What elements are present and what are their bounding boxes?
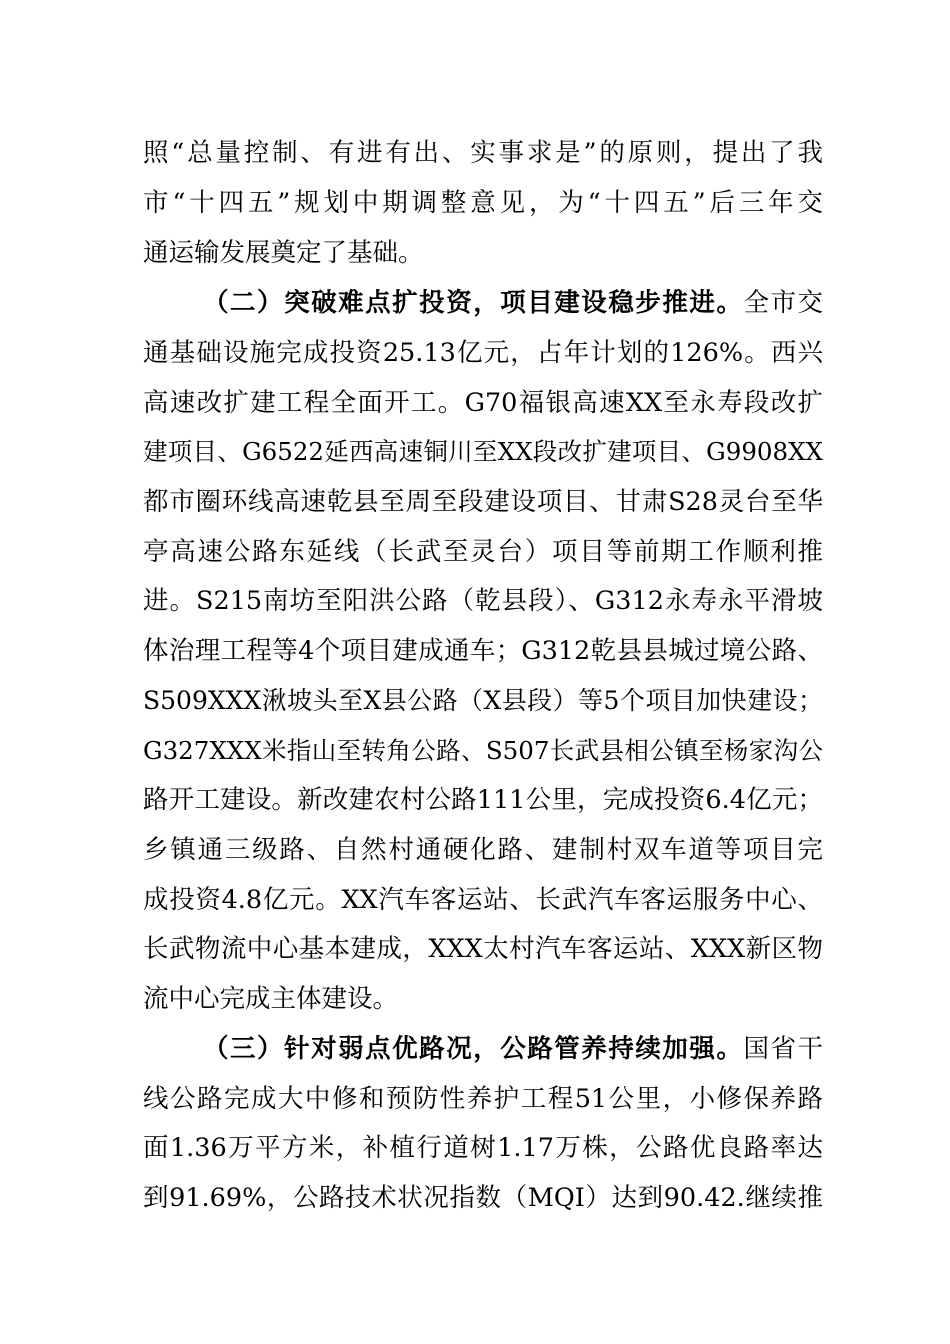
- paragraph-line: 路开工建设。新改建农村公路111公里，完成投资6.4亿元；: [143, 785, 823, 815]
- paragraph-line: 都市圈环线高速乾县至周至段建设项目、甘肃S28灵台至华: [143, 487, 823, 517]
- paragraph-line: 照“总量控制、有进有出、实事求是”的原则，提出了我: [143, 138, 823, 168]
- paragraph-first-line: [203, 1029, 823, 1069]
- paragraph-line: S509XXX湫坡头至X县公路（X县段）等5个项目加快建设；: [143, 686, 823, 715]
- paragraph-line: 面1.36万平方米，补植行道树1.17万株，公路优良路率达: [143, 1133, 823, 1163]
- paragraph-line: 成投资4.8亿元。XX汽车客运站、长武汽车客运服务中心、: [143, 885, 823, 915]
- paragraph-line: 到91.69%，公路技术状况指数（MQI）达到90.42.继续推: [143, 1183, 823, 1213]
- paragraph-line: 通运输发展奠定了基础。: [143, 238, 424, 268]
- paragraph-line: 通基础设施完成投资25.13亿元，占年计划的126%。西兴: [143, 338, 823, 368]
- paragraph-line: G327XXX米指山至转角公路、S507长武县相公镇至杨家沟公: [143, 736, 823, 765]
- paragraph-line: 市“十四五”规划中期调整意见，为“十四五”后三年交: [143, 188, 823, 218]
- paragraph-line: 高速改扩建工程全面开工。G70福银高速XX至永寿段改扩: [143, 388, 823, 418]
- paragraph-text: 国省干: [743, 1034, 823, 1064]
- paragraph-line: 建项目、G6522延西高速铜川至XX段改扩建项目、G9908XX: [143, 437, 823, 466]
- section-heading: （三）针对弱点优路况，公路管养持续加强。: [203, 1034, 744, 1064]
- paragraph-line: 长武物流中心基本建成，XXX太村汽车客运站、XXX新区物: [143, 934, 823, 964]
- section-heading: （二）突破难点扩投资，项目建设稳步推进。: [203, 288, 744, 318]
- paragraph-line: 流中心完成主体建设。: [143, 984, 399, 1014]
- paragraph-first-line: [203, 283, 823, 323]
- paragraph-line: 进。S215南坊至阳洪公路（乾县段）、G312永寿永平滑坡: [143, 586, 823, 616]
- paragraph-line: 乡镇通三级路、自然村通硬化路、建制村双车道等项目完: [143, 835, 823, 865]
- paragraph-line: 亭高速公路东延线（长武至灵台）项目等前期工作顺利推: [143, 537, 823, 567]
- paragraph-line: 线公路完成大中修和预防性养护工程51公里，小修保养路: [143, 1084, 823, 1114]
- paragraph-line: 体治理工程等4个项目建成通车；G312乾县县城过境公路、: [143, 636, 823, 666]
- paragraph-text: 全市交: [743, 288, 823, 318]
